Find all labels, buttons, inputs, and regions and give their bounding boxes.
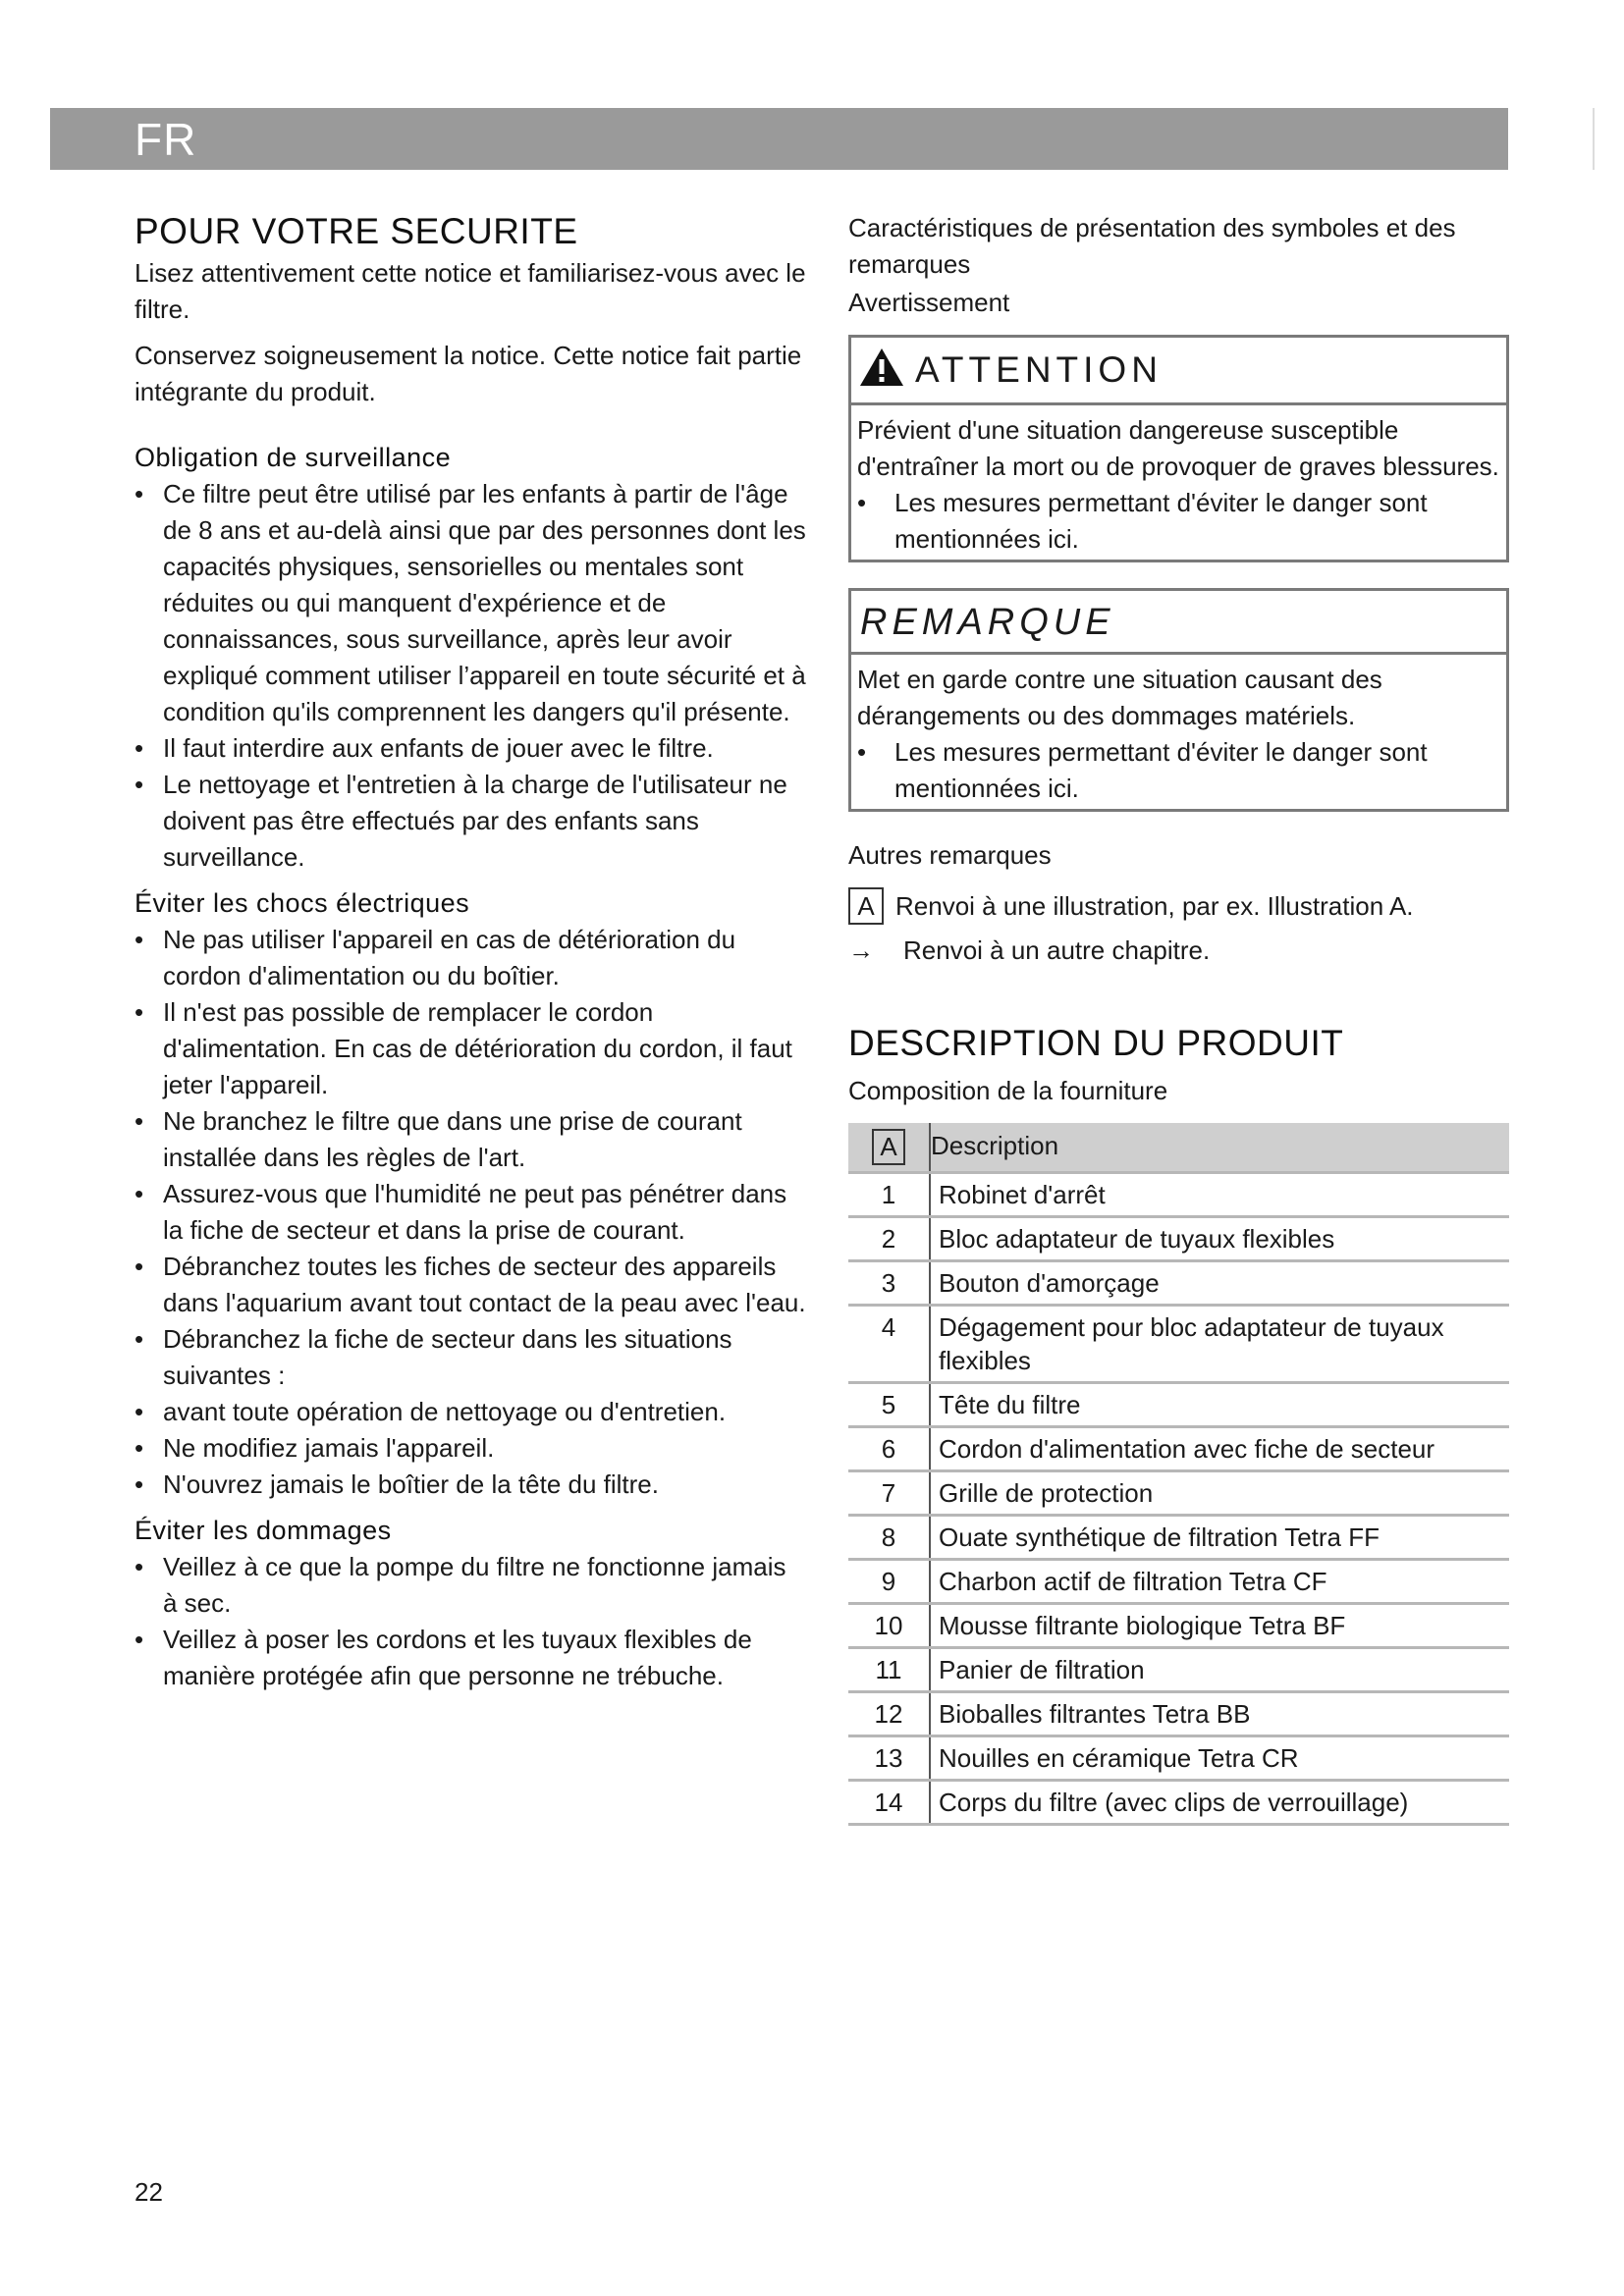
composition-heading: Composition de la fourniture bbox=[848, 1076, 1168, 1105]
electric-shock-heading: Éviter les chocs électriques bbox=[135, 888, 470, 918]
product-description-title: DESCRIPTION DU PRODUIT bbox=[848, 1023, 1344, 1063]
row-description: Panier de filtration bbox=[930, 1648, 1509, 1692]
list-item: • Les mesures permettant d'éviter le danger sont mentionnées ici. bbox=[857, 485, 1500, 558]
ref-illustration-text: Renvoi à une illustration, par ex. Illustration A. bbox=[895, 890, 1414, 921]
remarque-body bbox=[851, 655, 1506, 809]
page-number: 22 bbox=[135, 2177, 163, 2207]
attention-header bbox=[851, 338, 1506, 405]
row-description: Grille de protection bbox=[930, 1471, 1509, 1516]
list-item: • Assurez-vous que l'humidité ne peut pas pénétrer dans la fiche de secteur et dans la prise de courant. bbox=[135, 1176, 807, 1249]
row-number: 10 bbox=[848, 1604, 930, 1648]
list-item: • N'ouvrez jamais le boîtier de la tête du filtre. bbox=[135, 1467, 807, 1503]
header-ref-box: A bbox=[872, 1129, 905, 1165]
safety-title: POUR VOTRE SECURITE bbox=[135, 211, 578, 251]
row-number: 2 bbox=[848, 1217, 930, 1261]
list-item: • Le nettoyage et l'entretien à la charge de l'utilisateur ne doivent pas être effectués par des enfants sans surveillance. bbox=[135, 767, 807, 876]
row-number: 4 bbox=[848, 1306, 930, 1383]
warning-label: Avertissement bbox=[848, 288, 1010, 317]
row-number: 1 bbox=[848, 1173, 930, 1217]
language-code: FR bbox=[135, 114, 197, 165]
symbols-title: Caractéristiques de présentation des symboles et des remarques bbox=[848, 213, 1456, 279]
right-column bbox=[848, 210, 1509, 1826]
row-description: Mousse filtrante biologique Tetra BF bbox=[930, 1604, 1509, 1648]
supervision-list bbox=[135, 476, 807, 876]
row-number: 13 bbox=[848, 1736, 930, 1781]
table-row bbox=[848, 1516, 1509, 1560]
remarque-label: REMARQUE bbox=[860, 602, 1115, 643]
table-row bbox=[848, 1217, 1509, 1261]
damage-heading: Éviter les dommages bbox=[135, 1516, 392, 1545]
remarque-text: Met en garde contre une situation causant des dérangements ou des dommages matériels. bbox=[857, 665, 1382, 730]
language-header-bar bbox=[50, 108, 1508, 170]
row-description: Bloc adaptateur de tuyaux flexibles bbox=[930, 1217, 1509, 1261]
table-row bbox=[848, 1692, 1509, 1736]
composition-table bbox=[848, 1123, 1509, 1826]
row-number: 6 bbox=[848, 1427, 930, 1471]
list-item: • avant toute opération de nettoyage ou d'entretien. bbox=[135, 1394, 807, 1430]
list-item: • Veillez à ce que la pompe du filtre ne fonctionne jamais à sec. bbox=[135, 1549, 807, 1622]
attention-list bbox=[857, 485, 1500, 558]
supervision-heading: Obligation de surveillance bbox=[135, 443, 452, 472]
table-row bbox=[848, 1560, 1509, 1604]
table-header-ref bbox=[848, 1123, 930, 1173]
row-description: Nouilles en céramique Tetra CR bbox=[930, 1736, 1509, 1781]
table-row bbox=[848, 1648, 1509, 1692]
ref-illustration-line bbox=[848, 887, 1509, 925]
list-item: • Il n'est pas possible de remplacer le cordon d'alimentation. En cas de détérioration du cordon, il faut jeter l'appareil. bbox=[135, 994, 807, 1103]
list-item: • Débranchez toutes les fiches de secteur des appareils dans l'aquarium avant tout contact de la peau avec l'eau. bbox=[135, 1249, 807, 1321]
table-row bbox=[848, 1306, 1509, 1383]
remarque-header bbox=[851, 591, 1506, 655]
electric-shock-list bbox=[135, 922, 807, 1503]
row-number: 8 bbox=[848, 1516, 930, 1560]
row-number: 12 bbox=[848, 1692, 930, 1736]
row-number: 7 bbox=[848, 1471, 930, 1516]
table-row bbox=[848, 1471, 1509, 1516]
row-number: 11 bbox=[848, 1648, 930, 1692]
table-row bbox=[848, 1736, 1509, 1781]
row-number: 14 bbox=[848, 1781, 930, 1825]
row-description: Dégagement pour bloc adaptateur de tuyaux flexibles bbox=[930, 1306, 1509, 1383]
remarque-box bbox=[848, 588, 1509, 812]
left-column bbox=[135, 210, 807, 1694]
attention-box bbox=[848, 335, 1509, 562]
row-description: Corps du filtre (avec clips de verrouillage) bbox=[930, 1781, 1509, 1825]
intro-paragraph-2: Conservez soigneusement la notice. Cette notice fait partie intégrante du produit. bbox=[135, 341, 802, 406]
row-description: Bouton d'amorçage bbox=[930, 1261, 1509, 1306]
warning-triangle-icon bbox=[858, 347, 905, 388]
intro-paragraph-1: Lisez attentivement cette notice et familiarisez-vous avec le filtre. bbox=[135, 258, 806, 324]
row-description: Tête du filtre bbox=[930, 1383, 1509, 1427]
arrow-right-icon: → bbox=[848, 935, 874, 965]
row-number: 5 bbox=[848, 1383, 930, 1427]
row-description: Ouate synthétique de filtration Tetra FF bbox=[930, 1516, 1509, 1560]
attention-text: Prévient d'une situation dangereuse susceptible d'entraîner la mort ou de provoquer de graves blessures. bbox=[857, 415, 1499, 481]
illustration-ref-box: A bbox=[848, 887, 884, 925]
row-number: 9 bbox=[848, 1560, 930, 1604]
row-description: Cordon d'alimentation avec fiche de secteur bbox=[930, 1427, 1509, 1471]
other-remarks-heading: Autres remarques bbox=[848, 840, 1052, 870]
list-item: • Débranchez la fiche de secteur dans les situations suivantes : bbox=[135, 1321, 807, 1394]
list-item: • Ne pas utiliser l'appareil en cas de détérioration du cordon d'alimentation ou du boîtier. bbox=[135, 922, 807, 994]
table-header-description: Description bbox=[930, 1123, 1509, 1173]
list-item: • Veillez à poser les cordons et les tuyaux flexibles de manière protégée afin que personne ne trébuche. bbox=[135, 1622, 807, 1694]
table-header-row bbox=[848, 1123, 1509, 1173]
row-description: Charbon actif de filtration Tetra CF bbox=[930, 1560, 1509, 1604]
row-description: Bioballes filtrantes Tetra BB bbox=[930, 1692, 1509, 1736]
row-description: Robinet d'arrêt bbox=[930, 1173, 1509, 1217]
row-number: 3 bbox=[848, 1261, 930, 1306]
list-item: • Les mesures permettant d'éviter le danger sont mentionnées ici. bbox=[857, 734, 1500, 807]
edge-mark bbox=[1593, 108, 1595, 170]
table-row bbox=[848, 1604, 1509, 1648]
ref-chapter-line bbox=[848, 933, 1509, 969]
list-item: • Ne branchez le filtre que dans une prise de courant installée dans les règles de l'art. bbox=[135, 1103, 807, 1176]
table-row bbox=[848, 1261, 1509, 1306]
list-item: • Il faut interdire aux enfants de jouer avec le filtre. bbox=[135, 730, 807, 767]
remarque-list bbox=[857, 734, 1500, 807]
ref-chapter-text: Renvoi à un autre chapitre. bbox=[903, 935, 1211, 965]
table-row bbox=[848, 1173, 1509, 1217]
attention-body bbox=[851, 405, 1506, 560]
list-item: • Ne modifiez jamais l'appareil. bbox=[135, 1430, 807, 1467]
damage-list bbox=[135, 1549, 807, 1694]
table-row bbox=[848, 1383, 1509, 1427]
table-row bbox=[848, 1781, 1509, 1825]
table-row bbox=[848, 1427, 1509, 1471]
attention-label: ATTENTION bbox=[915, 349, 1163, 390]
list-item: • Ce filtre peut être utilisé par les enfants à partir de l'âge de 8 ans et au-delà ainsi que par des personnes dont les capacités physiques, sensorielles ou mentales sont réduites ou qui manquent d'expérience et de connaissances, sous surveillance, après leur avoir expliqué comment utiliser l’appareil en toute sécurité et à condition qu'ils comprennent les dangers qu'il présente. bbox=[135, 476, 807, 730]
